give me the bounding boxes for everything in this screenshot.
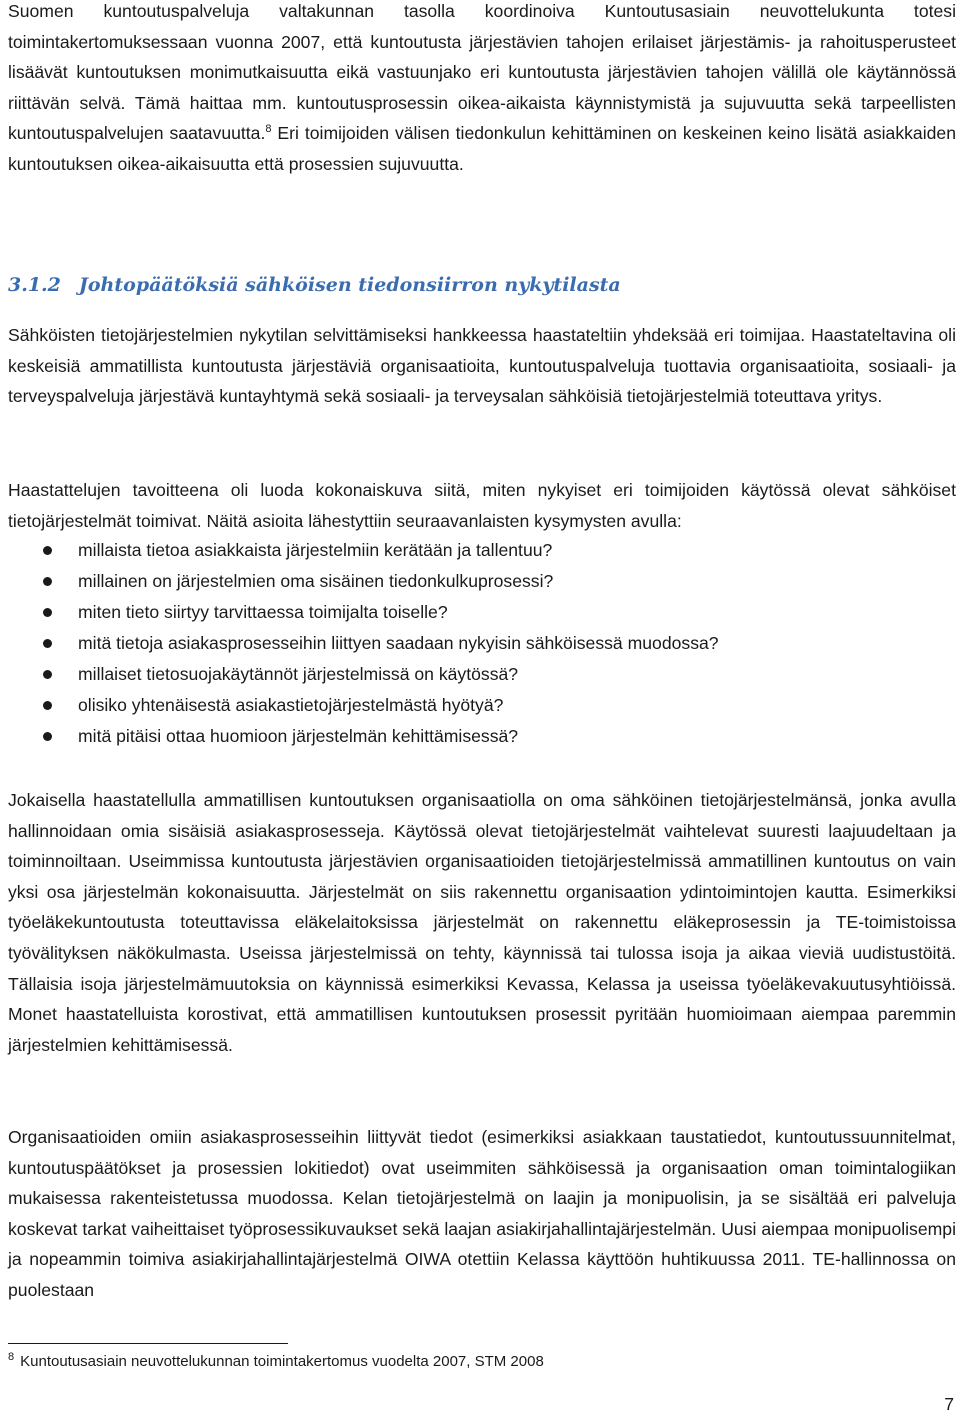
paragraph-intro-text-continued: Eri toimijoiden välisen tiedonkulun kehittäminen on keskeinen keino lisätä asiakkaiden kuntoutuksen oikea-aikaisuutta että prosessien sujuvuutta. bbox=[8, 123, 956, 174]
question-list bbox=[8, 535, 956, 752]
paragraph-intro bbox=[8, 0, 956, 180]
list-item-text: millaiset tietosuojakäytännöt järjestelmissä on käytössä? bbox=[78, 664, 519, 684]
list-item-text: millaista tietoa asiakkaista järjestelmiin kerätään ja tallentuu? bbox=[78, 540, 553, 560]
list-item bbox=[8, 597, 956, 628]
paragraph-interviews: Sähköisten tietojärjestelmien nykytilan selvittämiseksi hankkeessa haastateltiin yhdeksää eri toimijaa. Haastateltavina oli keskeisiä ammatillista kuntoutusta järjestäviä organisaatioita, kuntoutuspalveluja tuottavia organisaatioita, sosiaali- ja terveyspalveluja järjestävä kuntayhtymä sekä sosiaali- ja terveysalan sähköisiä tietojärjestelmiä toteuttava yritys. bbox=[8, 325, 956, 407]
list-item bbox=[8, 535, 956, 566]
footnote bbox=[8, 1351, 544, 1373]
list-item bbox=[8, 628, 956, 659]
section-number: 3.1.2 bbox=[8, 274, 61, 296]
list-item bbox=[8, 690, 956, 721]
list-item-text: mitä tietoja asiakasprosesseihin liittyen saadaan nykyisin sähköisessä muodossa? bbox=[78, 633, 719, 653]
bullet-icon bbox=[43, 701, 52, 710]
footnote-marker: 8 bbox=[8, 1351, 15, 1363]
list-item-text: mitä pitäisi ottaa huomioon järjestelmän kehittämisessä? bbox=[78, 726, 519, 746]
bullet-icon bbox=[43, 577, 52, 586]
bullet-icon bbox=[43, 546, 52, 555]
bullet-icon bbox=[43, 608, 52, 617]
paragraph-processes: Organisaatioiden omiin asiakasprosesseihin liittyvät tiedot (esimerkiksi asiakkaan taustatiedot, kuntoutussuunnitelmat, kuntoutuspäätökset ja prosessien lokitiedot) ovat useimmiten sähköisessä ja organisaation oman toimintalogiikan mukaisessa rakenteistetussa muodossa. Kelan tietojärjestelmä on laajin ja monipuolisin, ja se sisältää eri palveluja koskevat tarkat vaiheittaiset työprosessikuvaukset sekä laajan asiakirjahallintajärjestelmän. Uusi aiempaa monipuolisempi ja nopeammin toimiva asiakirjahallintajärjestelmä OIWA otettiin Kelassa käyttöön huhtikuussa 2011. TE-hallinnossa on puolestaan bbox=[8, 1127, 956, 1300]
bullet-icon bbox=[43, 670, 52, 679]
page-number: 7 bbox=[944, 1394, 954, 1414]
paragraph-goals: Haastattelujen tavoitteena oli luoda kokonaiskuva siitä, miten nykyiset eri toimijoiden käytössä olevat sähköiset tietojärjestelmät toimivat. Näitä asioita lähestyttiin seuraavanlaisten kysymysten avulla: bbox=[8, 480, 956, 531]
section-title: Johtopäätöksiä sähköisen tiedonsiirron nykytilasta bbox=[78, 274, 621, 296]
bullet-icon bbox=[43, 732, 52, 741]
footnote-reference[interactable]: 8 bbox=[265, 123, 272, 136]
footnote-divider bbox=[8, 1343, 288, 1344]
bullet-icon bbox=[43, 639, 52, 648]
footnote-text: Kuntoutusasiain neuvottelukunnan toimintakertomus vuodelta 2007, STM 2008 bbox=[20, 1353, 544, 1370]
list-item-text: miten tieto siirtyy tarvittaessa toimijalta toiselle? bbox=[78, 602, 448, 622]
list-item-text: millainen on järjestelmien oma sisäinen tiedonkulkuprosessi? bbox=[78, 571, 554, 591]
list-item bbox=[8, 659, 956, 690]
list-item bbox=[8, 566, 956, 597]
section-heading bbox=[8, 274, 956, 296]
list-item-text: olisiko yhtenäisestä asiakastietojärjestelmästä hyötyä? bbox=[78, 695, 504, 715]
paragraph-intro-text: Suomen kuntoutuspalveluja valtakunnan tasolla koordinoiva Kuntoutusasiain neuvottelukunta totesi toimintakertomuksessaan vuonna 2007, että kuntoutusta järjestävien tahojen erilaiset järjestämis- ja rahoitusperusteet lisäävät kuntoutuksen monimutkaisuutta eikä vastuunjako eri kuntoutusta järjestävien tahojen välillä ole käytännössä riittävän selvä. Tämä haittaa mm. kuntoutusprosessin oikea-aikaista käynnistymistä ja sujuvuutta sekä tarpeellisten kuntoutuspalvelujen saatavuutta. bbox=[8, 1, 956, 144]
paragraph-systems: Jokaisella haastatellulla ammatillisen kuntoutuksen organisaatiolla on oma sähköinen tietojärjestelmänsä, jonka avulla hallinnoidaan omia sisäisiä asiakasprosesseja. Käytössä olevat tietojärjestelmät vaihtelevat suuresti laajuudeltaan ja toiminnoiltaan. Useimmissa kuntoutusta järjestävien organisaatioiden tietojärjestelmissä ammatillinen kuntoutus on vain yksi osa järjestelmän kokonaisuutta. Järjestelmät on siis rakennettu organisaation ydintoimintojen kautta. Esimerkiksi työeläkekuntoutusta toteuttavissa eläkelaitoksissa järjestelmät on rakennettu eläkeprosessin ja TE-toimistoissa työvälityksen näkökulmasta. Useissa järjestelmissä on tehty, käynnissä tai tulossa isoja ja aikaa vieviä uudistustöitä. Tällaisia isoja järjestelmämuutoksia on käynnissä esimerkiksi Kevassa, Kelassa ja useissa työeläkevakuutusyhtiöissä. Monet haastatelluista korostivat, että ammatillisen kuntoutuksen prosessit pyritään huomioimaan aiempaa paremmin järjestelmien kehittämisessä. bbox=[8, 790, 956, 1055]
list-item bbox=[8, 721, 956, 752]
